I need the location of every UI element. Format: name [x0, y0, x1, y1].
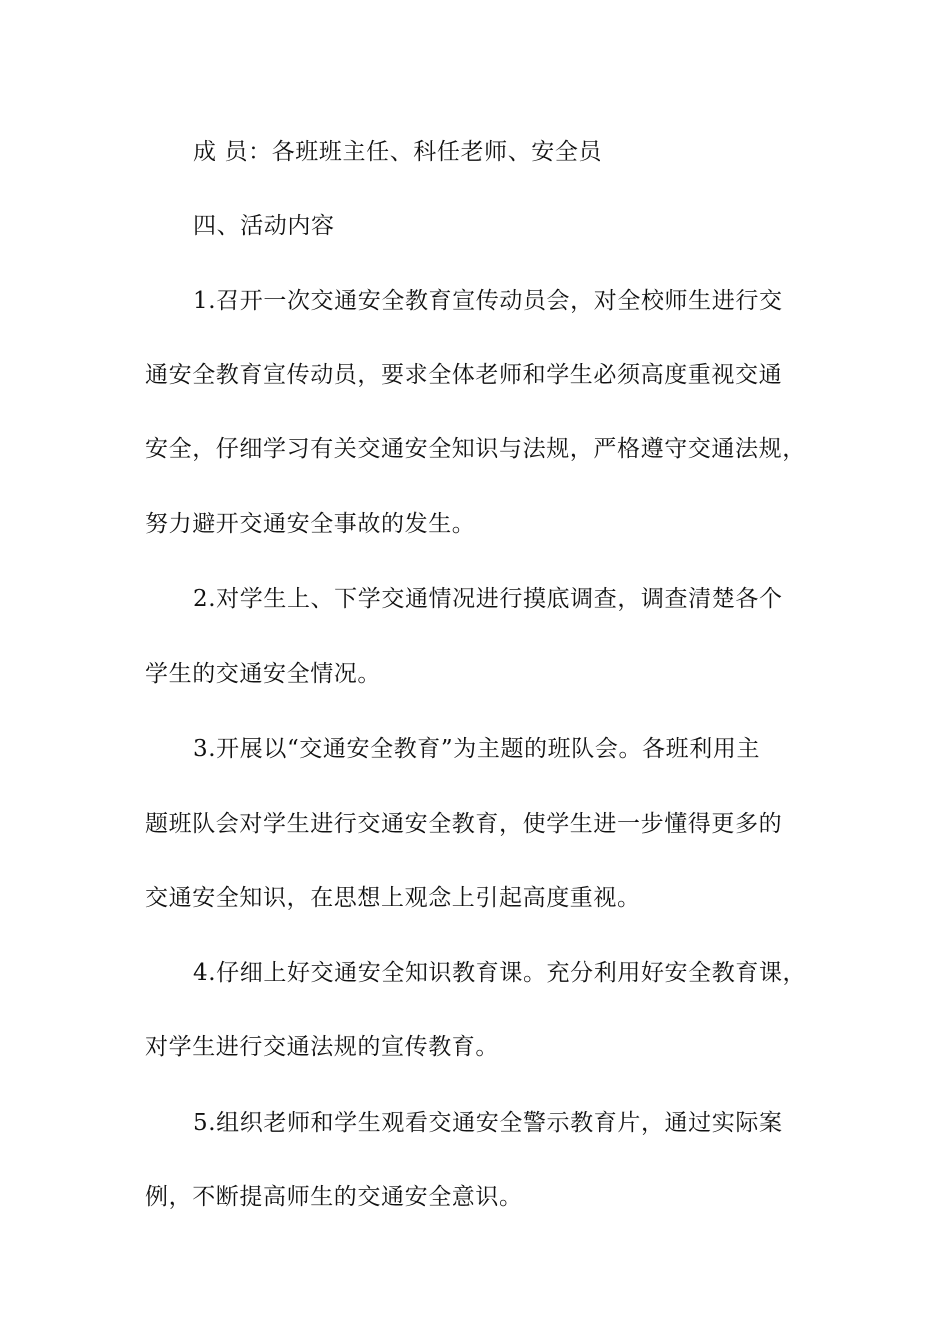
item-1-line-2: 通安全教育宣传动员，要求全体老师和学生必须高度重视交通 — [145, 362, 783, 388]
members-line: 成 员：各班班主任、科任老师、安全员 — [193, 139, 603, 165]
item-1-line-3: 安全，仔细学习有关交通安全知识与法规，严格遵守交通法规， — [145, 436, 806, 462]
item-3-line-1: 3.开展以“交通安全教育”为主题的班队会。各班利用主 — [193, 736, 761, 762]
item-1-line-1: 1.召开一次交通安全教育宣传动员会，对全校师生进行交 — [193, 288, 783, 314]
item-2-line-2: 学生的交通安全情况。 — [145, 661, 381, 687]
item-5-line-2: 例，不断提高师生的交通安全意识。 — [145, 1184, 523, 1210]
item-3-line-3: 交通安全知识，在思想上观念上引起高度重视。 — [145, 885, 641, 911]
section-heading-activity-content: 四、活动内容 — [193, 213, 335, 239]
item-5-line-1: 5.组织老师和学生观看交通安全警示教育片，通过实际案 — [193, 1110, 783, 1136]
item-2-line-1: 2.对学生上、下学交通情况进行摸底调查，调查清楚各个 — [193, 586, 783, 612]
item-3-line-2: 题班队会对学生进行交通安全教育，使学生进一步懂得更多的 — [145, 811, 783, 837]
item-1-line-4: 努力避开交通安全事故的发生。 — [145, 511, 476, 537]
item-4-line-1: 4.仔细上好交通安全知识教育课。充分利用好安全教育课， — [193, 960, 807, 986]
item-4-line-2: 对学生进行交通法规的宣传教育。 — [145, 1034, 499, 1060]
